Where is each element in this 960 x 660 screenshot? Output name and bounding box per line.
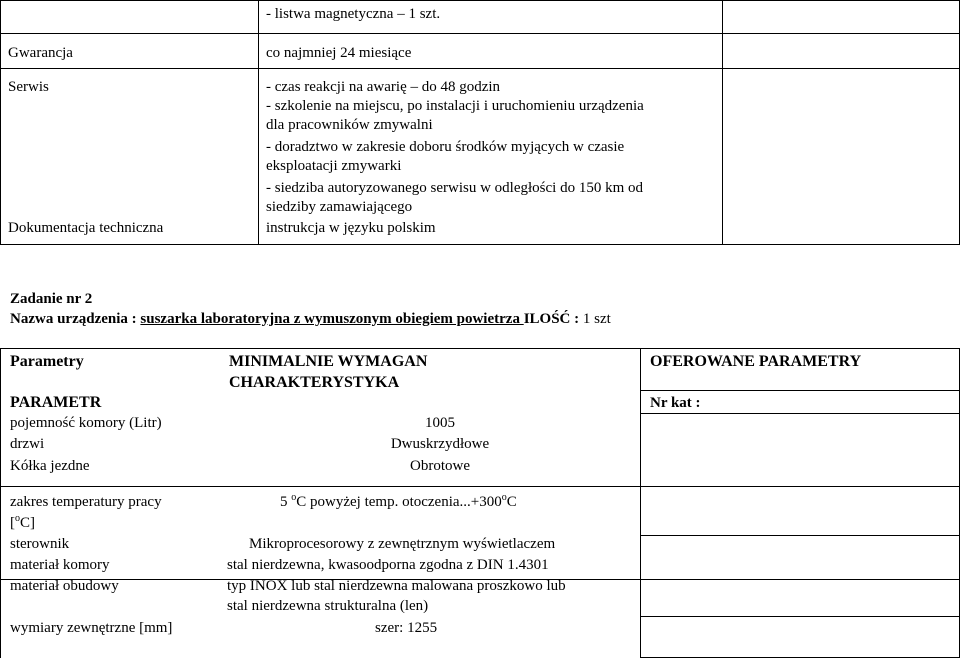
param-value [280, 493, 517, 512]
service-line: eksploatacji zmywarki [266, 158, 402, 174]
quantity-value: 1 szt [582, 311, 611, 327]
warranty-label: Gwarancja [8, 45, 73, 61]
service-line: dla pracowników zmywalni [266, 117, 433, 133]
device-prefix: Nazwa urządzenia : [10, 311, 141, 327]
warranty-value: co najmniej 24 miesiące [266, 45, 412, 61]
param-value: Mikroprocesorowy z zewnętrznym wyświetlaczem [249, 536, 556, 552]
param-name: sterownik [10, 536, 70, 552]
header-parametry: Parametry [10, 353, 84, 370]
device-line [10, 310, 611, 329]
param-name: wymiary zewnętrzne [mm] [10, 620, 173, 636]
param-value: stal nierdzewna, kwasoodporna zgodna z DIN 1.4301 [227, 557, 549, 573]
service-label: Serwis [8, 79, 49, 95]
degree-sup: o [291, 492, 297, 503]
degree-sup: o [501, 492, 507, 503]
temp-value-c: C [506, 494, 517, 510]
header-min-requirements-2: CHARAKTERYSTYKA [229, 374, 400, 391]
documentation-value: instrukcja w języku polskim [266, 220, 436, 236]
param-name: zakres temperatury pracy [10, 494, 162, 510]
param-value: Obrotowe [410, 458, 470, 474]
service-line: - doradztwo w zakresie doboru środków myjących w czasie [266, 139, 625, 155]
param-name: drzwi [10, 436, 45, 452]
header-catalog-number: Nr kat : [650, 395, 701, 411]
service-line: - szkolenie na miejscu, po instalacji i uruchomieniu urządzenia [266, 98, 644, 114]
device-name: suszarka laboratoryjna z wymuszonym obiegiem powietrza [140, 311, 524, 327]
param-name: Kółka jezdne [10, 458, 90, 474]
degree-sup: o [15, 513, 20, 524]
header-offered: OFEROWANE PARAMETRY [650, 353, 862, 370]
param-value: 1005 [425, 415, 455, 431]
accessory-item: - listwa magnetyczna – 1 szt. [266, 6, 441, 22]
param-name: materiał komory [10, 557, 110, 573]
task-title: Zadanie nr 2 [10, 291, 93, 307]
service-line: siedziby zamawiającego [266, 199, 413, 215]
service-line: - czas reakcji na awarię – do 48 godzin [266, 79, 501, 95]
param-name: materiał obudowy [10, 578, 119, 594]
param-value: stal nierdzewna strukturalna (len) [227, 598, 429, 614]
service-line: - siedziba autoryzowanego serwisu w odległości do 150 km od [266, 180, 643, 196]
quantity-label: ILOŚĆ : [523, 311, 583, 327]
header-parametr: PARAMETR [10, 394, 102, 411]
param-value: typ INOX lub stal nierdzewna malowana proszkowo lub [227, 578, 566, 594]
param-name: pojemność komory (Litr) [10, 415, 162, 431]
unit-bracket-open: [ [10, 515, 15, 531]
temp-value-b: C powyżej temp. otoczenia...+300 [296, 494, 502, 510]
param-value: szer: 1255 [375, 620, 438, 636]
param-value: Dwuskrzydłowe [390, 436, 490, 452]
param-name-unit [10, 514, 35, 533]
temp-value-a: 5 [280, 494, 292, 510]
documentation-label: Dokumentacja techniczna [8, 220, 164, 236]
unit-text: C] [20, 515, 35, 531]
header-min-requirements: MINIMALNIE WYMAGAN [229, 353, 428, 370]
